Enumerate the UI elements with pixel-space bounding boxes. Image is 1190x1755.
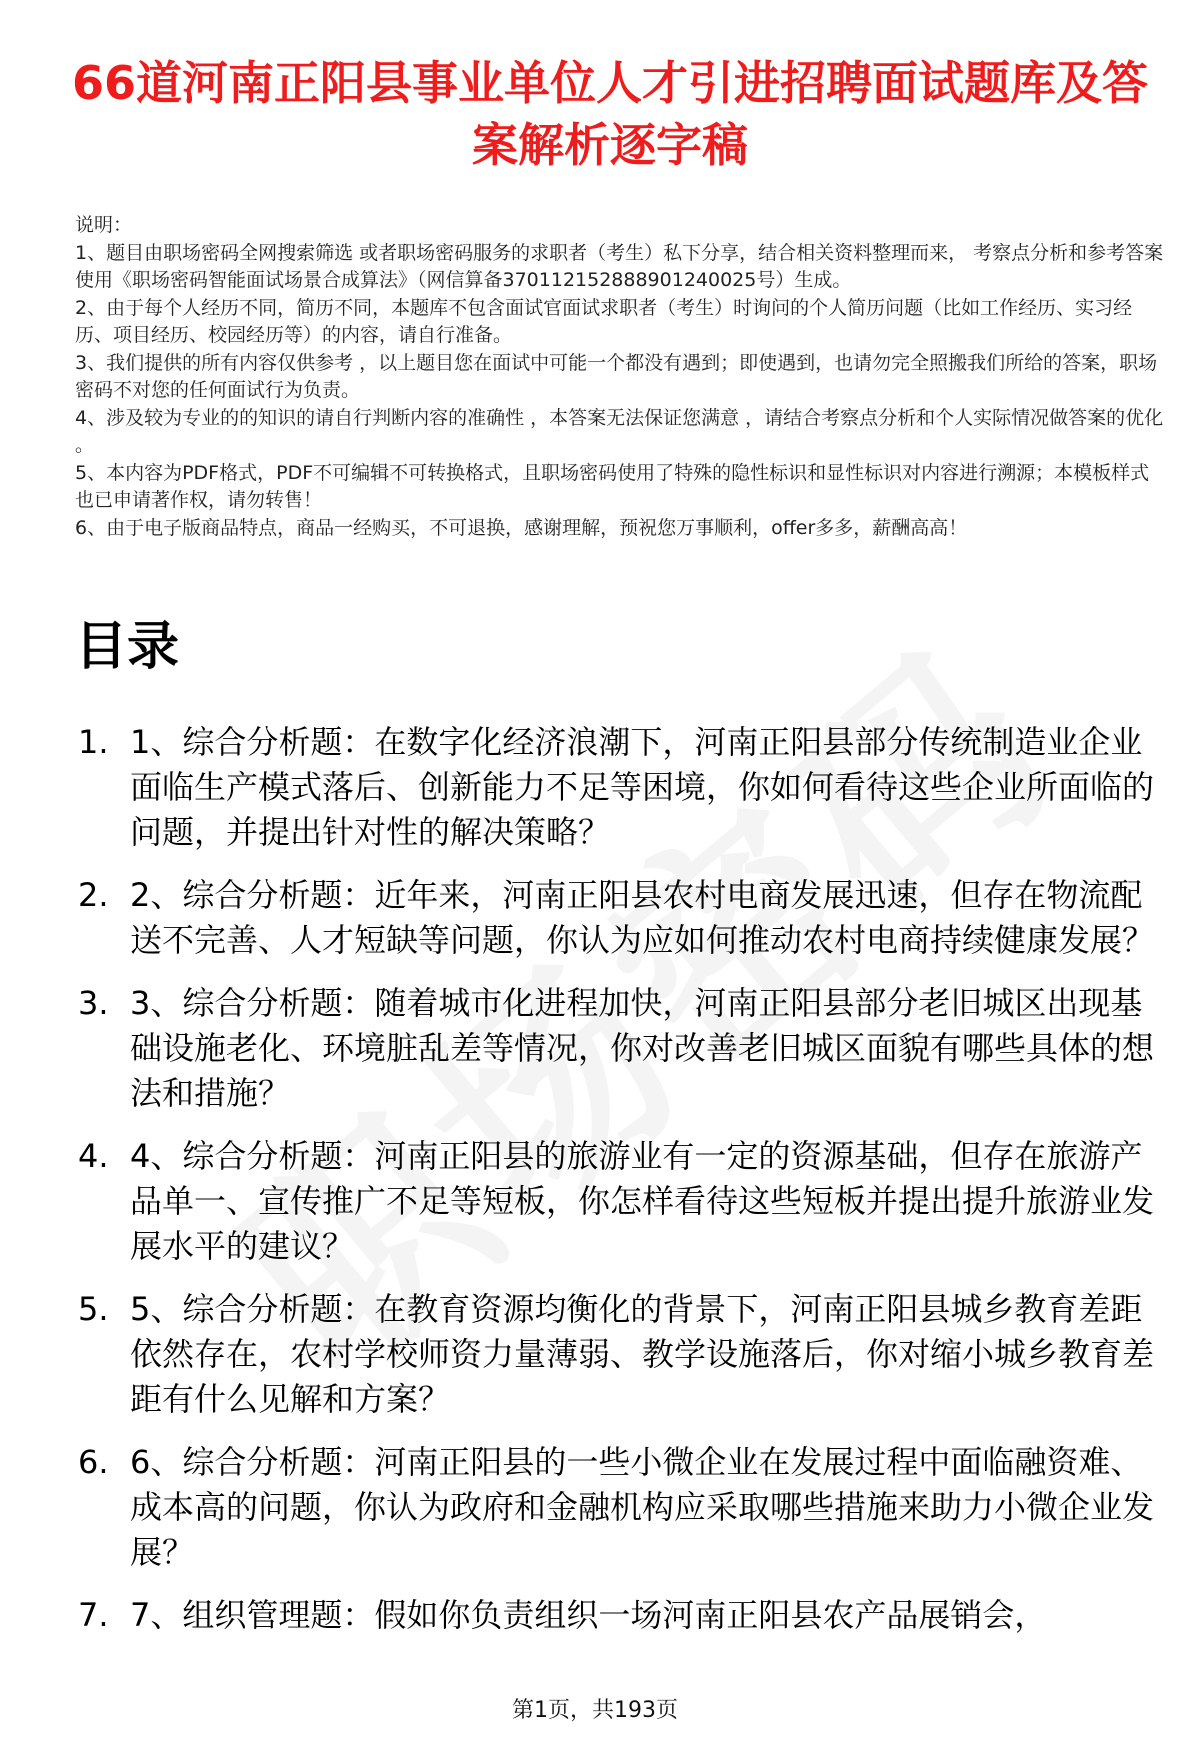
- toc-item[interactable]: [78, 1593, 1168, 1638]
- note-item-1: 1、题目由职场密码全网搜索筛选 或者职场密码服务的求职者（考生）私下分享，结合相关资料整理而来， 考察点分析和参考答案使用《职场密码智能面试场景合成算法》（网信算备370112152888901240025号）生成。: [75, 241, 1164, 291]
- toc-item-number: 3.: [78, 984, 109, 1022]
- toc-item-text: 1、综合分析题：在数字化经济浪潮下，河南正阳县部分传统制造业企业面临生产模式落后、创新能力不足等困境，你如何看待这些企业所面临的问题，并提出针对性的解决策略？: [130, 723, 1155, 851]
- toc-item-text: 5、综合分析题：在教育资源均衡化的背景下，河南正阳县城乡教育差距依然存在，农村学校师资力量薄弱、教学设施落后，你对缩小城乡教育差距有什么见解和方案？: [130, 1290, 1155, 1418]
- toc-item[interactable]: [78, 873, 1168, 963]
- toc-item-number: 4.: [78, 1137, 109, 1175]
- toc-item-text: 6、综合分析题：河南正阳县的一些小微企业在发展过程中面临融资难、成本高的问题，你认为政府和金融机构应采取哪些措施来助力小微企业发展？: [130, 1443, 1155, 1571]
- toc-item[interactable]: [78, 720, 1168, 855]
- toc-item-number: 6.: [78, 1443, 109, 1481]
- document-title: 66道河南正阳县事业单位人才引进招聘面试题库及答案解析逐字稿: [71, 56, 1148, 172]
- toc-item[interactable]: [78, 1134, 1168, 1269]
- toc-item[interactable]: [78, 1440, 1168, 1575]
- toc-item-text: 2、综合分析题：近年来，河南正阳县农村电商发展迅速，但存在物流配送不完善、人才短缺等问题，你认为应如何推动农村电商持续健康发展？: [130, 876, 1155, 959]
- toc-item-text: 7、组织管理题：假如你负责组织一场河南正阳县农产品展销会，: [130, 1596, 1047, 1634]
- notes-heading: 说明：: [75, 214, 133, 236]
- toc-item-number: 2.: [78, 876, 109, 914]
- note-item-2: 2、由于每个人经历不同，简历不同，本题库不包含面试官面试求职者（考生）时询问的个人简历问题（比如工作经历、实习经历、项目经历、校园经历等）的内容，请自行准备。: [75, 296, 1133, 346]
- page-footer: 第1页，共193页: [512, 1698, 678, 1723]
- notes-section: [75, 212, 1165, 542]
- note-item-6: 6、由于电子版商品特点，商品一经购买，不可退换，感谢理解，预祝您万事顺利，offer多多，薪酬高高！: [75, 516, 968, 539]
- toc-item-text: 3、综合分析题：随着城市化进程加快，河南正阳县部分老旧城区出现基础设施老化、环境脏乱差等情况，你对改善老旧城区面貌有哪些具体的想法和措施？: [130, 984, 1155, 1112]
- toc-item[interactable]: [78, 981, 1168, 1116]
- note-item-3: 3、我们提供的所有内容仅供参考 ，以上题目您在面试中可能一个都没有遇到；即使遇到，也请勿完全照搬我们所给的答案，职场密码不对您的任何面试行为负责。: [75, 351, 1158, 401]
- toc-heading: 目录: [75, 617, 180, 677]
- note-item-4: 4、涉及较为专业的的知识的请自行判断内容的准确性 ，本答案无法保证您满意 ，请结合考察点分析和个人实际情况做答案的优化 。: [75, 406, 1164, 456]
- toc-item[interactable]: [78, 1287, 1168, 1422]
- toc-item-number: 5.: [78, 1290, 109, 1328]
- toc-item-number: 1.: [78, 723, 109, 761]
- note-item-5: 5、本内容为PDF格式，PDF不可编辑不可转换格式，且职场密码使用了特殊的隐性标识和显性标识对内容进行溯源；本模板样式也已申请著作权，请勿转售！: [75, 461, 1150, 511]
- toc-item-number: 7.: [78, 1596, 109, 1634]
- table-of-contents: [78, 720, 1168, 1656]
- toc-item-text: 4、综合分析题：河南正阳县的旅游业有一定的资源基础，但存在旅游产品单一、宣传推广不足等短板，你怎样看待这些短板并提出提升旅游业发展水平的建议？: [130, 1137, 1155, 1265]
